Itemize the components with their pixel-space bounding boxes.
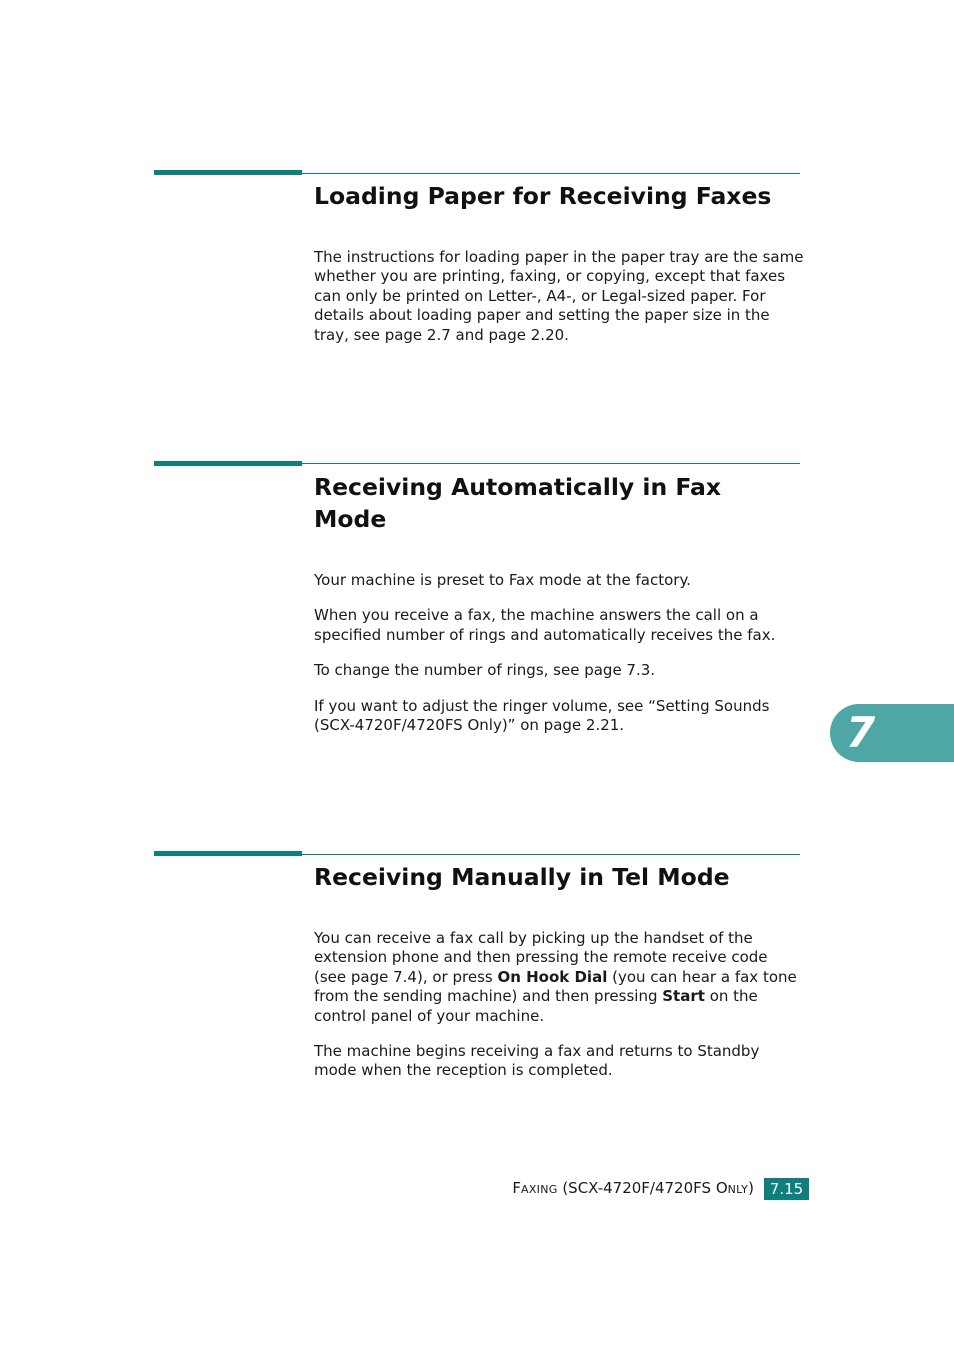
section-heading-receiving-automatically: Receiving Automatically in Fax Mode — [314, 473, 722, 533]
footer-text: AXING — [521, 1183, 558, 1196]
page-number-badge: 7.15 — [764, 1178, 809, 1200]
on-hook-dial-key-label: On Hook Dial — [497, 967, 608, 986]
paragraph: The machine begins receiving a fax and returns to Standby mode when the reception is completed. — [314, 1042, 760, 1080]
section-rule-accent — [154, 461, 302, 466]
paragraph: Your machine is preset to Fax mode at the factory. — [314, 571, 691, 589]
paragraph: If you want to adjust the ringer volume, see “Setting Sounds (SCX-4720F/4720FS Only)” on page 2.21. — [314, 696, 770, 735]
footer-text: ) — [748, 1179, 754, 1197]
footer-text: O — [715, 1179, 728, 1197]
section-rule-accent — [154, 170, 302, 175]
paragraph: The instructions for loading paper in the paper tray are the same whether you are printing, faxing, or copying, except that faxes can only be printed on Letter-, A4-, or Legal-sized paper. For details about loading paper and setting the paper size in the tray, see page 2.7 and page 2.20. — [314, 248, 804, 344]
text-run: on the control panel of your machine. — [314, 987, 758, 1025]
section-body-receiving-manually — [314, 929, 804, 1097]
chapter-number: 7 — [846, 708, 876, 757]
section-rule-line — [302, 463, 800, 464]
footer-text: F — [512, 1179, 521, 1197]
section-rule-accent — [154, 851, 302, 856]
footer-chapter-title — [512, 1177, 754, 1201]
start-key-label: Start — [662, 987, 705, 1006]
text-run: You can receive a fax call by picking up the handset of the extension phone and then pressing the remote receive code (see page 7.4), or press — [314, 929, 768, 986]
section-heading-receiving-manually: Receiving Manually in Tel Mode — [314, 863, 730, 891]
section-rule-line — [302, 173, 800, 174]
section-body-receiving-automatically — [314, 571, 804, 751]
footer-text: NLY — [727, 1183, 749, 1196]
section-rule-line — [302, 854, 800, 855]
text-run: (you can hear a fax tone from the sending machine) and then pressing — [314, 967, 797, 1006]
section-body-loading-paper — [314, 248, 804, 361]
paragraph — [314, 929, 804, 1026]
paragraph: When you receive a fax, the machine answers the call on a specified number of rings and automatically receives the fax. — [314, 606, 776, 644]
section-heading-loading-paper: Loading Paper for Receiving Faxes — [314, 182, 772, 210]
footer-text: (SCX-4720F/4720FS — [557, 1179, 716, 1197]
paragraph: To change the number of rings, see page 7.3. — [314, 661, 656, 680]
